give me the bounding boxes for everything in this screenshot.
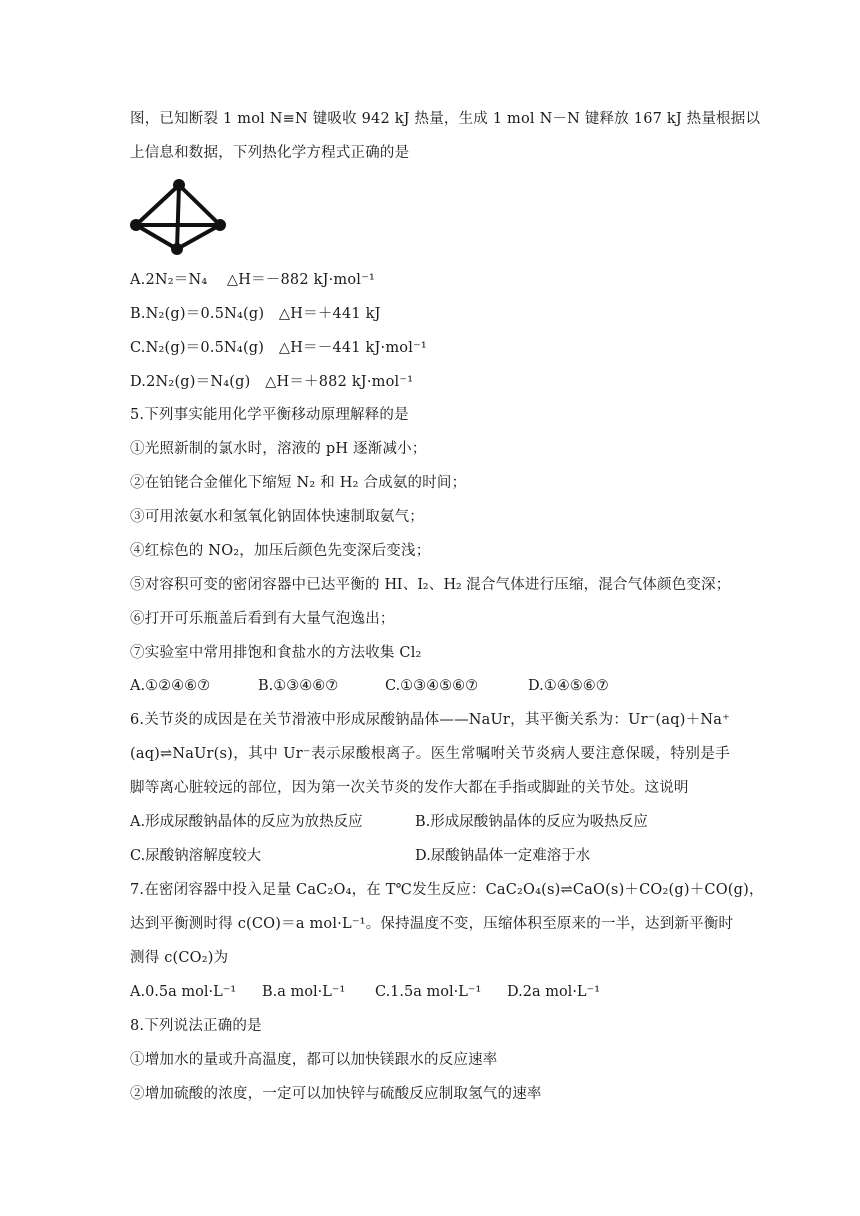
q5-item-5: ⑤对容积可变的密闭容器中已达平衡的 HI、I₂、H₂ 混合气体进行压缩，混合气体颜色变深； bbox=[130, 577, 730, 593]
q4-option-d: D.2N₂(g)＝N₄(g) △H＝＋882 kJ·mol⁻¹ bbox=[130, 374, 414, 390]
intro-line-1: 图，已知断裂 1 mol N≡N 键吸收 942 kJ 热量，生成 1 mol N－N 键释放 167 kJ 热量根据以 bbox=[130, 111, 761, 127]
q5-item-6: ⑥打开可乐瓶盖后看到有大量气泡逸出； bbox=[130, 611, 395, 627]
q5-item-7: ⑦实验室中常用排饱和食盐水的方法收集 Cl₂ bbox=[130, 645, 422, 661]
q7-option-d: D.2a mol·L⁻¹ bbox=[507, 984, 601, 1000]
q5-item-2: ②在铂铑合金催化下缩短 N₂ 和 H₂ 合成氨的时间； bbox=[130, 475, 467, 491]
n4-molecule-figure bbox=[128, 175, 228, 257]
q6-option-c: C.尿酸钠溶解度较大 bbox=[130, 848, 262, 864]
q8-item-2: ②增加硫酸的浓度，一定可以加快锌与硫酸反应制取氢气的速率 bbox=[130, 1086, 542, 1102]
q5-item-3: ③可用浓氨水和氢氧化钠固体快速制取氨气； bbox=[130, 509, 424, 525]
q4-option-b: B.N₂(g)＝0.5N₄(g) △H＝＋441 kJ bbox=[130, 306, 381, 322]
q8-stem: 8.下列说法正确的是 bbox=[130, 1018, 262, 1034]
q5-option-a: A.①②④⑥⑦ bbox=[130, 678, 211, 694]
q6-option-b: B.形成尿酸钠晶体的反应为吸热反应 bbox=[415, 814, 648, 830]
q6-option-d: D.尿酸钠晶体一定难溶于水 bbox=[415, 848, 591, 864]
q5-option-c: C.①③④⑤⑥⑦ bbox=[385, 678, 479, 694]
q5-stem: 5.下列事实能用化学平衡移动原理解释的是 bbox=[130, 407, 409, 423]
intro-line-2: 上信息和数据，下列热化学方程式正确的是 bbox=[130, 145, 410, 161]
q4-option-a: A.2N₂＝N₄ △H＝－882 kJ·mol⁻¹ bbox=[130, 272, 375, 288]
q7-line-1: 7.在密闭容器中投入足量 CaC₂O₄，在 T℃发生反应：CaC₂O₄(s)⇌CaO(s)＋CO₂(g)＋CO(g)， bbox=[130, 882, 764, 898]
q4-option-c: C.N₂(g)＝0.5N₄(g) △H＝－441 kJ·mol⁻¹ bbox=[130, 340, 427, 356]
q8-item-1: ①增加水的量或升高温度，都可以加快镁跟水的反应速率 bbox=[130, 1052, 498, 1068]
q5-item-1: ①光照新制的氯水时，溶液的 pH 逐渐减小； bbox=[130, 441, 427, 457]
q6-option-a: A.形成尿酸钠晶体的反应为放热反应 bbox=[130, 814, 363, 830]
q6-line-1: 6.关节炎的成因是在关节滑液中形成尿酸钠晶体——NaUr，其平衡关系为：Ur⁻(aq)＋Na⁺ bbox=[130, 712, 730, 728]
q6-line-2: (aq)⇌NaUr(s)，其中 Ur⁻表示尿酸根离子。医生常嘱咐关节炎病人要注意保暖，特别是手 bbox=[130, 746, 730, 762]
q7-line-2: 达到平衡测时得 c(CO)＝a mol·L⁻¹。保持温度不变，压缩体积至原来的一半，达到新平衡时 bbox=[130, 916, 734, 932]
q5-option-b: B.①③④⑥⑦ bbox=[258, 678, 339, 694]
q7-option-b: B.a mol·L⁻¹ bbox=[262, 984, 346, 1000]
q7-option-a: A.0.5a mol·L⁻¹ bbox=[130, 984, 237, 1000]
q5-item-4: ④红棕色的 NO₂，加压后颜色先变深后变浅； bbox=[130, 543, 431, 559]
q7-line-3: 测得 c(CO₂)为 bbox=[130, 950, 229, 966]
q7-option-c: C.1.5a mol·L⁻¹ bbox=[375, 984, 482, 1000]
q6-line-3: 脚等离心脏较远的部位，因为第一次关节炎的发作大都在手指或脚趾的关节处。这说明 bbox=[130, 780, 689, 796]
q5-option-d: D.①④⑤⑥⑦ bbox=[528, 678, 609, 694]
